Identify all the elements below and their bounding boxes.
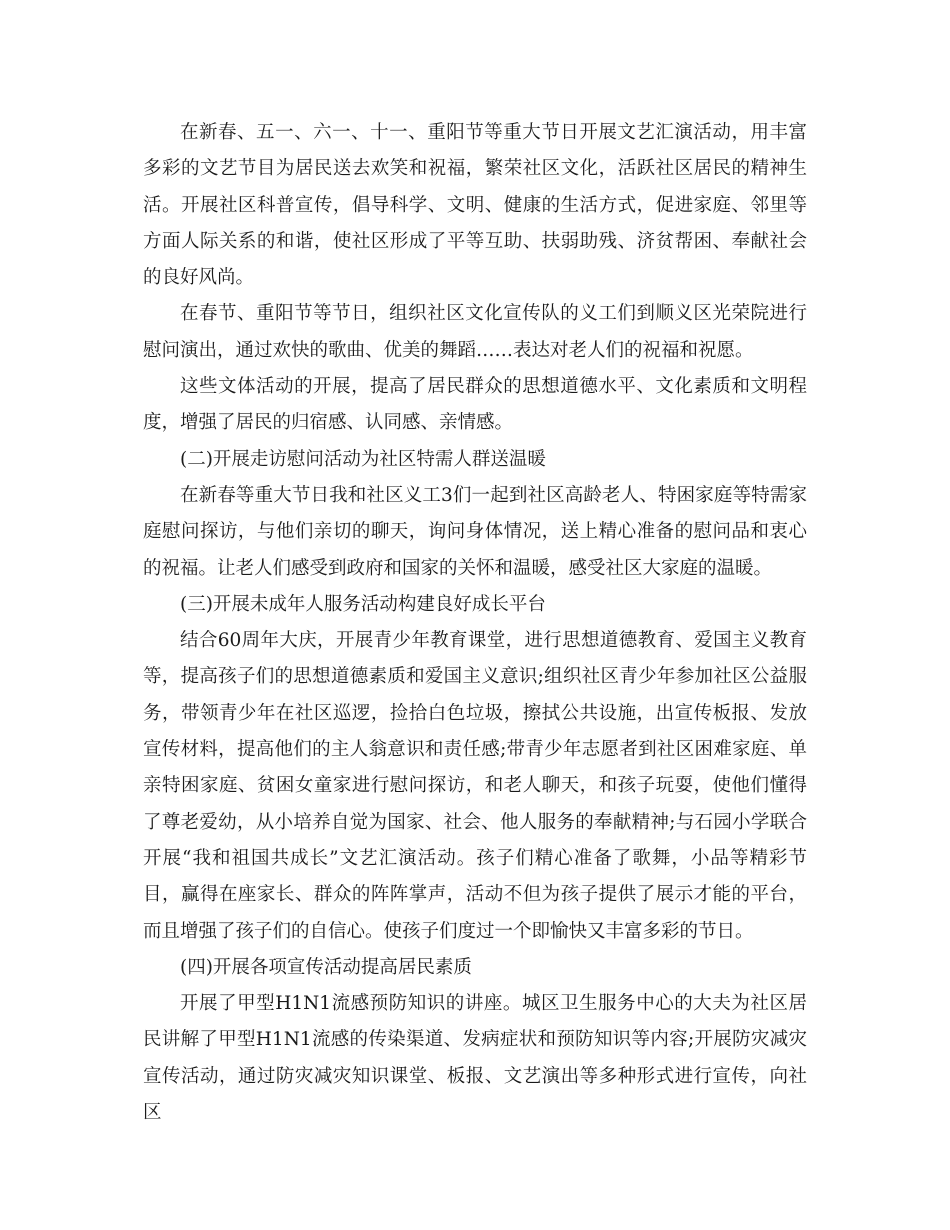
paragraph-visits: 在新春等重大节日我和社区义工3们一起到社区高龄老人、特困家庭等特需家庭慰问探访，与他们亲切的聊天，询问身体情况，送上精心准备的慰问品和衷心的祝福。让老人们感受到政府和国家的关怀和温暖，感受社区大家庭的温暖。	[143, 484, 807, 579]
paragraph-visit-performance: 在春节、重阳节等节日，组织社区文化宣传队的义工们到顺义区光荣院进行慰问演出，通过欢快的歌曲、优美的舞蹈……表达对老人们的祝福和祝愿。	[143, 303, 807, 361]
section-heading-2: (二)开展走访慰问活动为社区特需人群送温暖	[180, 448, 546, 470]
paragraph-youth-services: 结合60周年大庆，开展青少年教育课堂，进行思想道德教育、爱国主义教育等，提高孩子们的思想道德素质和爱国主义意识;组织社区青少年参加社区公益服务，带领青少年在社区巡逻，捡拾白色垃圾，擦拭公共设施，出宣传板报、发放宣传材料，提高他们的主人翁意识和责任感;带青少年志愿者到社区困难家庭、单亲特困家庭、贫困女童家进行慰问探访，和老人聊天，和孩子玩耍，使他们懂得了尊老爱幼，从小培养自觉为国家、社会、他人服务的奉献精神;与石园小学联合开展“我和祖国共成长”文艺汇演活动。孩子们精心准备了歌舞，小品等精彩节目，赢得在座家长、群众的阵阵掌声，活动不但为孩子提供了展示才能的平台，而且增强了孩子们的自信心。使孩子们度过一个即愉快又丰富多彩的节日。	[143, 630, 807, 942]
paragraph-activity-results: 这些文体活动的开展，提高了居民群众的思想道德水平、文化素质和文明程度，增强了居民的归宿感、认同感、亲情感。	[143, 376, 807, 434]
paragraph-culture-events: 在新春、五一、六一、十一、重阳节等重大节日开展文艺汇演活动，用丰富多彩的文艺节目为居民送去欢笑和祝福，繁荣社区文化，活跃社区居民的精神生活。开展社区科普宣传，倡导科学、文明、健康的生活方式，促进家庭、邻里等方面人际关系的和谐，使社区形成了平等互助、扶弱助残、济贫帮困、奉献社会的良好风尚。	[143, 122, 807, 289]
paragraph-publicity: 开展了甲型H1N1流感预防知识的讲座。城区卫生服务中心的大夫为社区居民讲解了甲型H1N1流感的传染渠道、发病症状和预防知识等内容;开展防灾减灾宣传活动，通过防灾减灾知识课堂、板报、文艺演出等多种形式进行宣传，向社区	[143, 993, 807, 1124]
section-heading-3: (三)开展未成年人服务活动构建良好成长平台	[180, 593, 546, 615]
document-body	[143, 115, 807, 1131]
section-heading-4: (四)开展各项宣传活动提高居民素质	[180, 956, 472, 978]
